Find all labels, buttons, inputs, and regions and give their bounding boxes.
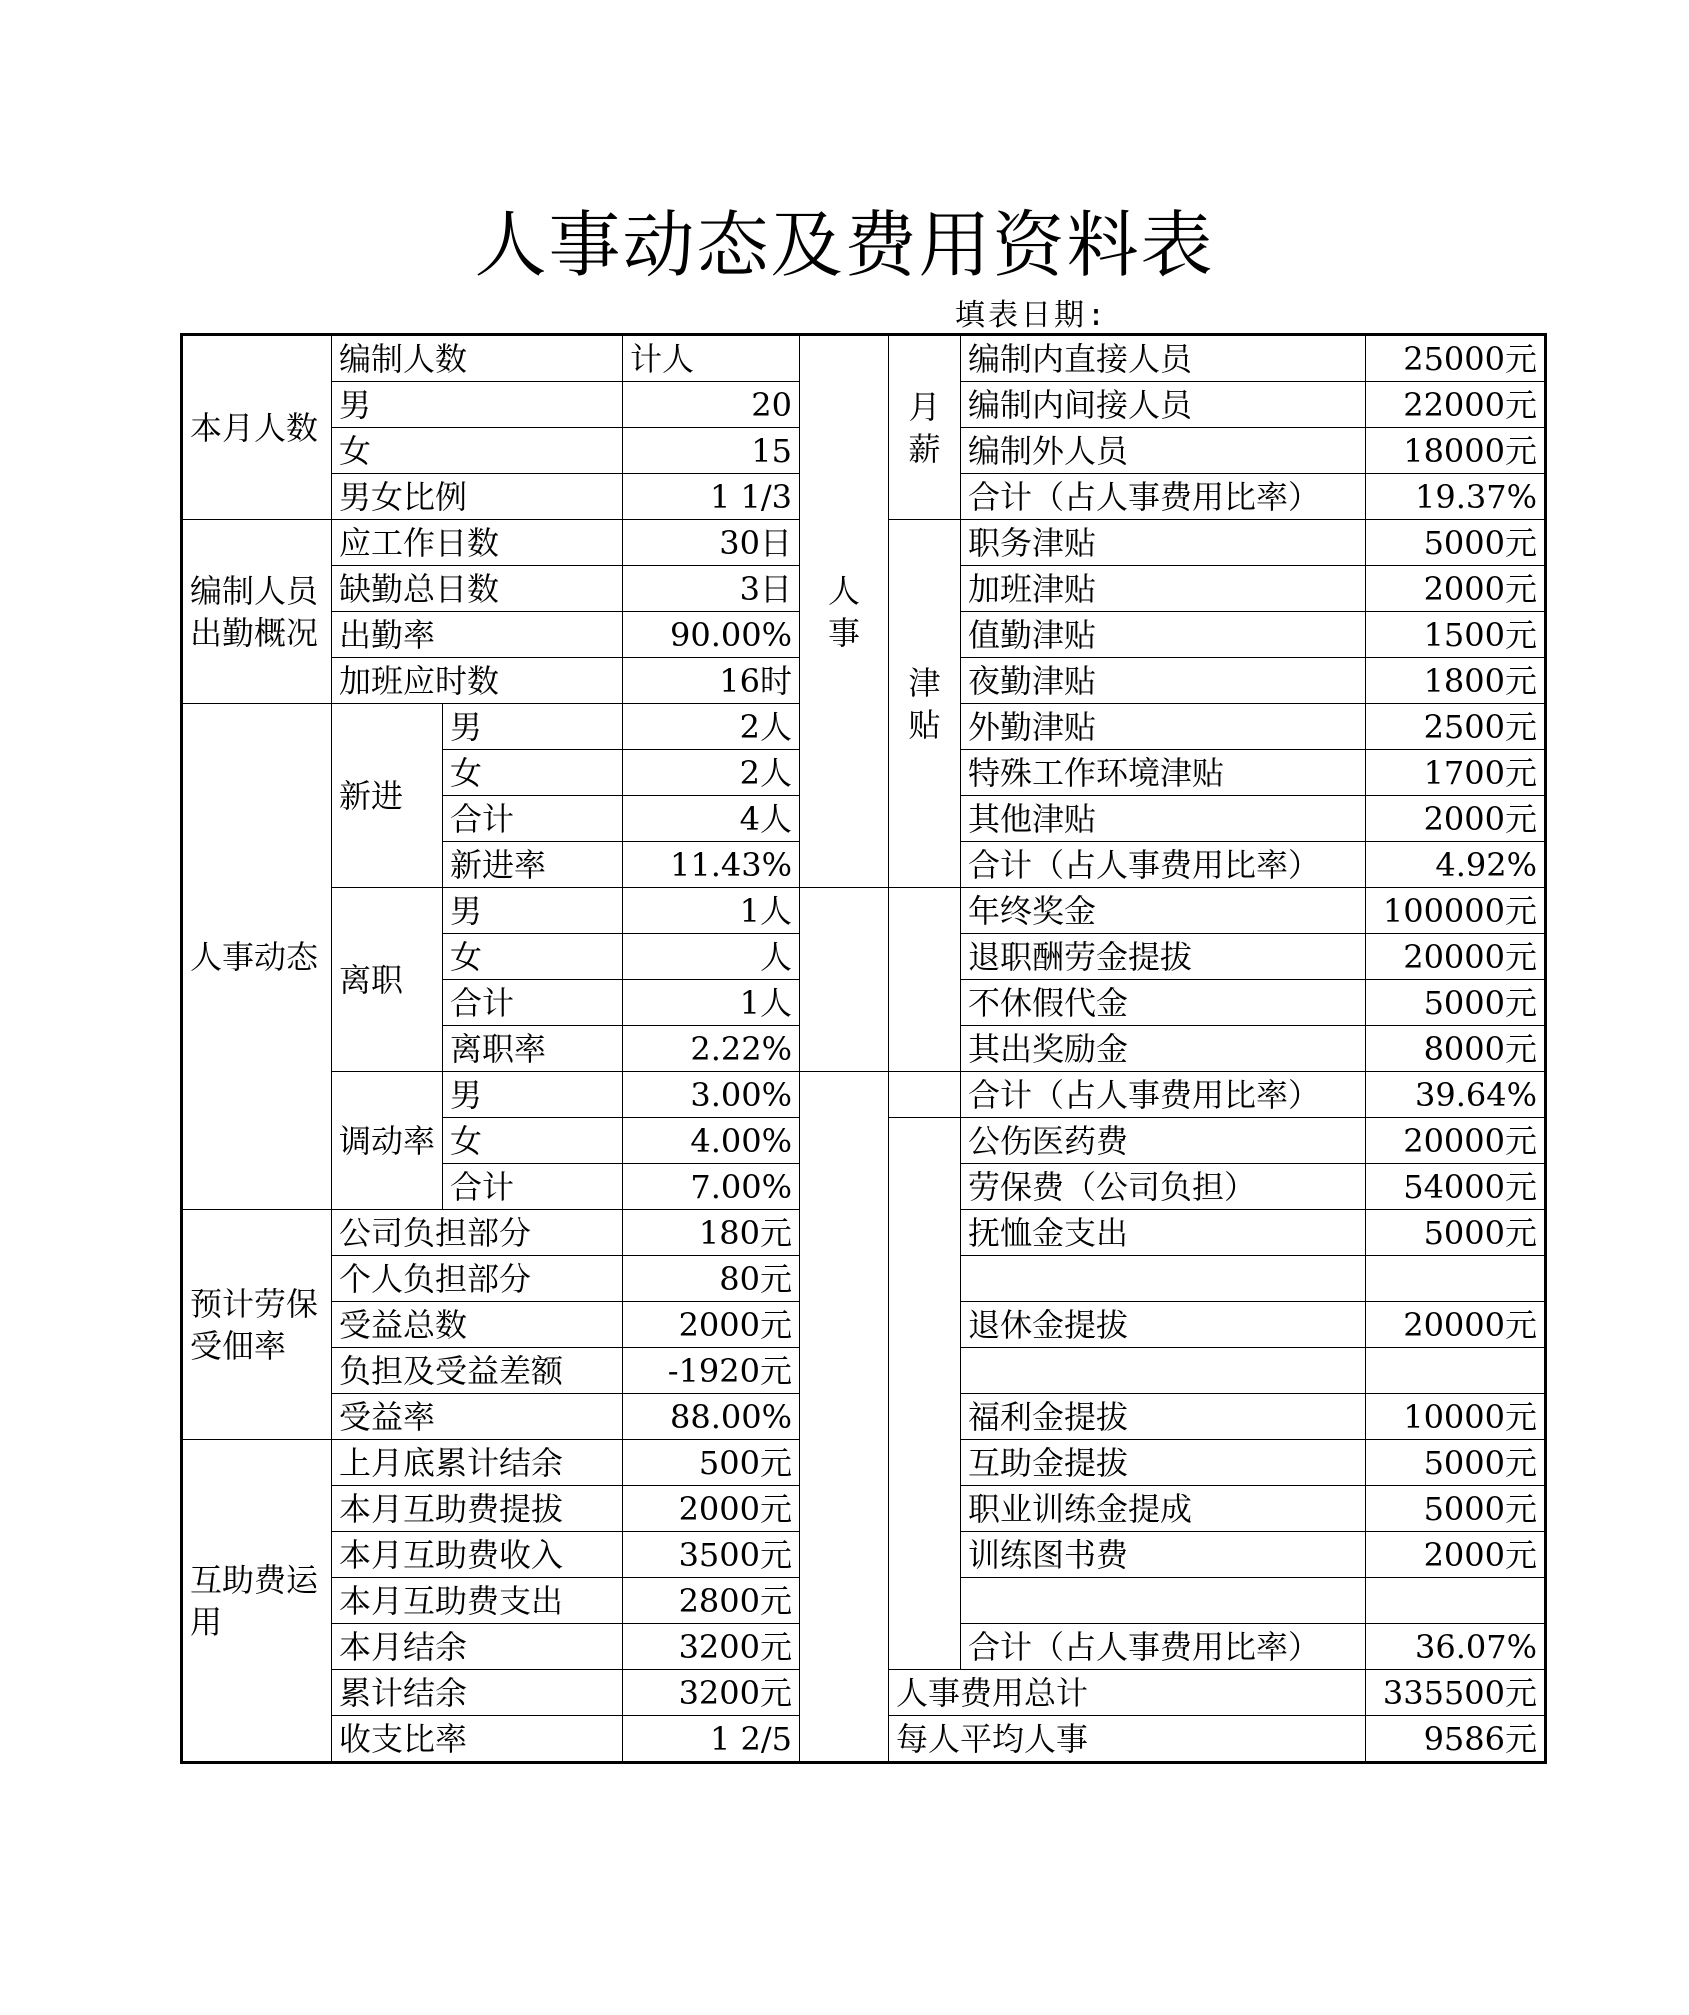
row-label: 男	[443, 704, 623, 750]
row-value: 20000元	[1366, 934, 1546, 980]
row-label: 本月互助费支出	[332, 1578, 623, 1624]
row-value: 人	[623, 934, 800, 980]
row-label: 夜勤津贴	[961, 658, 1366, 704]
row-label: 本月结余	[332, 1624, 623, 1670]
row-value: 2000元	[1366, 1532, 1546, 1578]
row-value: 3.00%	[623, 1072, 800, 1118]
row-value: 25000元	[1366, 335, 1546, 382]
row-label: 男	[332, 382, 623, 428]
row-label: 特殊工作环境津贴	[961, 750, 1366, 796]
row-value: 3500元	[623, 1532, 800, 1578]
row-label: 合计	[443, 980, 623, 1026]
total-label: 人事费用总计	[889, 1670, 1366, 1716]
row-label: 编制内直接人员	[961, 335, 1366, 382]
row-label	[961, 1578, 1366, 1624]
row-label: 合计（占人事费用比率）	[961, 1624, 1366, 1670]
subgroup-resignation: 离职	[332, 888, 443, 1072]
page-title: 人事动态及费用资料表	[474, 203, 1215, 287]
row-value: 5000元	[1366, 980, 1546, 1026]
row-label: 女	[332, 428, 623, 474]
average-value: 9586元	[1366, 1716, 1546, 1763]
row-label: 抚恤金支出	[961, 1210, 1366, 1256]
row-value	[1366, 1348, 1546, 1394]
row-label: 公司负担部分	[332, 1210, 623, 1256]
row-label: 职务津贴	[961, 520, 1366, 566]
row-value: 88.00%	[623, 1394, 800, 1440]
row-value: 7.00%	[623, 1164, 800, 1210]
row-label: 收支比率	[332, 1716, 623, 1763]
group-allowance	[889, 520, 961, 888]
row-label: 离职率	[443, 1026, 623, 1072]
row-value: 20	[623, 382, 800, 428]
total-value: 335500元	[1366, 1670, 1546, 1716]
row-label: 合计（占人事费用比率）	[961, 842, 1366, 888]
row-value: 2000元	[623, 1302, 800, 1348]
row-value: 36.07%	[1366, 1624, 1546, 1670]
row-label: 训练图书费	[961, 1532, 1366, 1578]
subgroup-turnover: 调动率	[332, 1072, 443, 1210]
row-label: 应工作日数	[332, 520, 623, 566]
blank-cell	[800, 888, 889, 1072]
row-label: 个人负担部分	[332, 1256, 623, 1302]
row-label: 其他津贴	[961, 796, 1366, 842]
row-value: 39.64%	[1366, 1072, 1546, 1118]
row-label: 本月互助费收入	[332, 1532, 623, 1578]
row-value: 18000元	[1366, 428, 1546, 474]
row-label: 出勤率	[332, 612, 623, 658]
group-mutual-aid: 互助费运用	[182, 1440, 332, 1763]
row-label: 缺勤总日数	[332, 566, 623, 612]
row-value: 54000元	[1366, 1164, 1546, 1210]
group-personnel-change: 人事动态	[182, 704, 332, 1210]
row-value: 1700元	[1366, 750, 1546, 796]
row-value: 3日	[623, 566, 800, 612]
blank-cell	[889, 888, 961, 1072]
row-label	[961, 1348, 1366, 1394]
subgroup-new-hire: 新进	[332, 704, 443, 888]
row-label: 退休金提拔	[961, 1302, 1366, 1348]
row-value: 5000元	[1366, 520, 1546, 566]
row-label: 上月底累计结余	[332, 1440, 623, 1486]
row-value: 22000元	[1366, 382, 1546, 428]
row-label: 年终奖金	[961, 888, 1366, 934]
row-value: 80元	[623, 1256, 800, 1302]
row-label: 互助金提拔	[961, 1440, 1366, 1486]
fill-date-label: 填表日期:	[955, 298, 1109, 333]
row-value: 5000元	[1366, 1210, 1546, 1256]
row-label: 加班应时数	[332, 658, 623, 704]
row-value: 100000元	[1366, 888, 1546, 934]
row-label: 退职酬劳金提拔	[961, 934, 1366, 980]
row-label: 劳保费（公司负担）	[961, 1164, 1366, 1210]
row-label: 新进率	[443, 842, 623, 888]
row-label: 加班津贴	[961, 566, 1366, 612]
row-value: 2000元	[1366, 566, 1546, 612]
row-label: 负担及受益差额	[332, 1348, 623, 1394]
row-label: 不休假代金	[961, 980, 1366, 1026]
row-label: 受益总数	[332, 1302, 623, 1348]
group-labor-insurance: 预计劳保受佃率	[182, 1210, 332, 1440]
row-value: 3200元	[623, 1624, 800, 1670]
row-value: 2.22%	[623, 1026, 800, 1072]
row-label: 男	[443, 1072, 623, 1118]
row-label: 其出奖励金	[961, 1026, 1366, 1072]
row-label: 公伤医药费	[961, 1118, 1366, 1164]
row-value: 2500元	[1366, 704, 1546, 750]
row-value: 1 2/5	[623, 1716, 800, 1763]
row-label: 受益率	[332, 1394, 623, 1440]
row-value: 5000元	[1366, 1486, 1546, 1532]
personnel-cost-table	[180, 333, 1547, 1764]
blank-cell	[889, 1072, 961, 1118]
average-label: 每人平均人事	[889, 1716, 1366, 1763]
row-value: 1人	[623, 980, 800, 1026]
row-value	[1366, 1578, 1546, 1624]
group-monthly-headcount: 本月人数	[182, 335, 332, 520]
row-label: 编制外人员	[961, 428, 1366, 474]
row-label: 本月互助费提拔	[332, 1486, 623, 1532]
group-personnel-middle	[800, 335, 889, 888]
row-value: 30日	[623, 520, 800, 566]
row-value: 11.43%	[623, 842, 800, 888]
row-label: 男女比例	[332, 474, 623, 520]
row-value: 15	[623, 428, 800, 474]
row-label: 累计结余	[332, 1670, 623, 1716]
row-value: 3200元	[623, 1670, 800, 1716]
row-label: 男	[443, 888, 623, 934]
row-label: 职业训练金提成	[961, 1486, 1366, 1532]
row-label: 编制内间接人员	[961, 382, 1366, 428]
row-value: 5000元	[1366, 1440, 1546, 1486]
allowance-group-label: 津贴	[908, 663, 941, 744]
row-value: 4.00%	[623, 1118, 800, 1164]
row-value: -1920元	[623, 1348, 800, 1394]
blank-cell	[889, 1118, 961, 1670]
group-attendance: 编制人员出勤概况	[182, 520, 332, 704]
row-value: 2人	[623, 704, 800, 750]
blank-cell	[800, 1072, 889, 1763]
row-label: 外勤津贴	[961, 704, 1366, 750]
salary-group-label: 月薪	[908, 387, 941, 468]
row-value: 4人	[623, 796, 800, 842]
row-value: 2000元	[1366, 796, 1546, 842]
middle-label: 人事	[828, 571, 861, 652]
row-value: 1人	[623, 888, 800, 934]
row-value: 计人	[623, 335, 800, 382]
row-label: 值勤津贴	[961, 612, 1366, 658]
row-value: 90.00%	[623, 612, 800, 658]
row-label: 合计（占人事费用比率）	[961, 474, 1366, 520]
row-label: 女	[443, 750, 623, 796]
row-value: 10000元	[1366, 1394, 1546, 1440]
row-label: 合计	[443, 1164, 623, 1210]
row-value: 1800元	[1366, 658, 1546, 704]
row-value	[1366, 1256, 1546, 1302]
row-label: 合计	[443, 796, 623, 842]
row-value: 1 1/3	[623, 474, 800, 520]
row-value: 8000元	[1366, 1026, 1546, 1072]
row-value: 20000元	[1366, 1302, 1546, 1348]
row-value: 500元	[623, 1440, 800, 1486]
row-value: 2800元	[623, 1578, 800, 1624]
row-label: 女	[443, 934, 623, 980]
row-label: 女	[443, 1118, 623, 1164]
row-value: 4.92%	[1366, 842, 1546, 888]
group-salary	[889, 335, 961, 520]
row-value: 20000元	[1366, 1118, 1546, 1164]
row-label: 编制人数	[332, 335, 623, 382]
row-value: 19.37%	[1366, 474, 1546, 520]
row-value: 2人	[623, 750, 800, 796]
row-label	[961, 1256, 1366, 1302]
row-value: 1500元	[1366, 612, 1546, 658]
row-label: 福利金提拔	[961, 1394, 1366, 1440]
row-value: 180元	[623, 1210, 800, 1256]
row-value: 16时	[623, 658, 800, 704]
row-value: 2000元	[623, 1486, 800, 1532]
row-label: 合计（占人事费用比率）	[961, 1072, 1366, 1118]
